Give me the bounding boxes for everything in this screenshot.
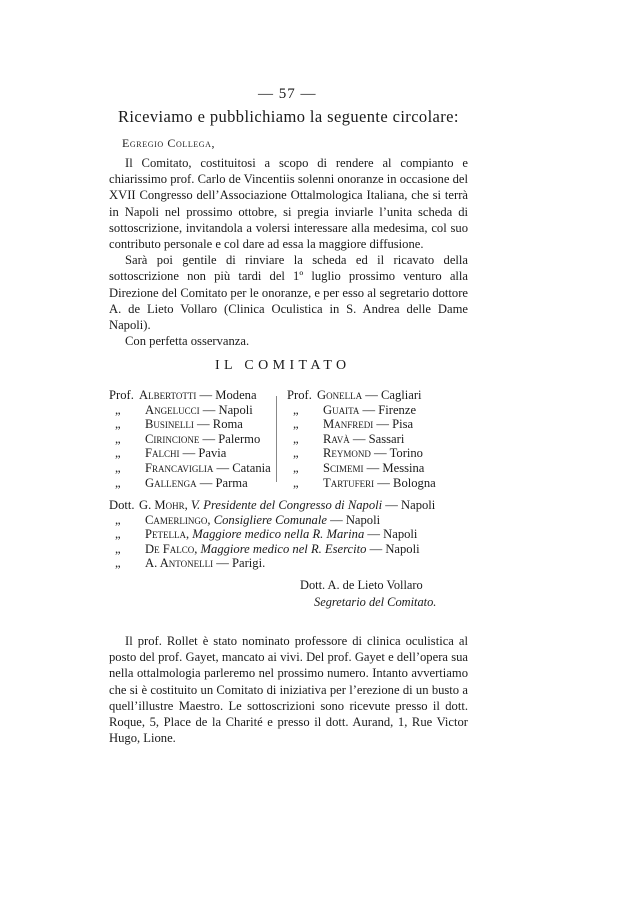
- member-city: Messina: [382, 460, 425, 475]
- doctors-list: [109, 498, 435, 571]
- committee-member-row: Prof. Albertotti — Modena: [109, 388, 257, 402]
- committee-member-row: „ Manfredi — Pisa: [287, 417, 436, 432]
- member-role: Maggiore medico nella R. Marina: [192, 527, 365, 542]
- list-prefix: „: [293, 431, 299, 446]
- member-city: Firenze: [378, 402, 417, 417]
- committee-member-row: „ Falchi — Pavia: [109, 446, 271, 461]
- circular-paragraph-1: Il Comitato, costituitosi a scopo di rendere al compianto e chiarissimo prof. Carlo de Vincentiis solenni onoranze in occasione del XVII Congresso dell’Associazione Ottalmologica Italiana, che si terrà in Napoli nel prossimo ottobre, si pregia inviarle l’unita scheda di sottoscrizione, invitandola a volersi interessare alla medesima, col suo contributo personale e col dare ad essa la maggiore diffusione.: [109, 156, 468, 252]
- circular-paragraph-2: Sarà poi gentile di rinviare la scheda ed il ricavato della sottoscrizione non più tardi del 1º luglio prossimo venturo alla Direzione del Comitato per le onoranze, e per esso al segretario dottore A. de Lieto Vollaro (Clinica Oculistica in S. Andrea delle Dame Napoli).: [109, 253, 468, 333]
- committee-member-row: „ Cirincione — Palermo: [109, 432, 271, 447]
- member-city: Palermo: [218, 431, 261, 446]
- member-name: Francaviglia: [145, 460, 214, 475]
- committee-member-row: „ Ravà — Sassari: [287, 432, 436, 447]
- signature-name: [300, 578, 423, 593]
- list-prefix: „: [115, 541, 121, 556]
- circular-paragraph-3: Con perfetta osservanza.: [125, 334, 250, 349]
- list-prefix: „: [115, 527, 121, 542]
- committee-right-column: [287, 388, 436, 490]
- member-name: Angelucci: [145, 402, 200, 417]
- committee-member-row: „ Gallenga — Parma: [109, 476, 271, 491]
- member-name: Scimemi: [323, 460, 364, 475]
- member-name: Guaita: [323, 402, 360, 417]
- member-role: Consigliere Comunale: [213, 512, 327, 527]
- member-city: Napoli: [385, 541, 420, 556]
- list-prefix: „: [115, 460, 121, 475]
- member-name: Camerlingo: [145, 512, 208, 527]
- committee-member-row: „ Reymond — Torino: [287, 446, 436, 461]
- list-prefix: „: [293, 460, 299, 475]
- page-number: — 57 —: [258, 86, 317, 102]
- doctor-row: „ De Falco, Maggiore medico nel R. Esercito — Napoli: [109, 542, 435, 557]
- list-prefix: „: [293, 402, 299, 417]
- committee-title: IL COMITATO: [215, 358, 351, 373]
- signature-name-text: Dott. A. de Lieto Vollaro: [300, 578, 423, 592]
- member-city: Napoli: [401, 498, 436, 512]
- list-prefix: Prof.: [287, 388, 312, 402]
- list-prefix: „: [115, 475, 121, 490]
- column-divider: [276, 396, 277, 482]
- member-name: G. Mohr: [139, 498, 185, 512]
- list-prefix: „: [293, 417, 299, 432]
- list-prefix: „: [115, 446, 121, 461]
- committee-member-row: „ Angelucci — Napoli: [109, 403, 271, 418]
- member-city: Modena: [215, 388, 257, 402]
- committee-member-row: „ Businelli — Roma: [109, 417, 271, 432]
- list-prefix: „: [115, 556, 121, 571]
- member-city: Napoli: [218, 402, 253, 417]
- member-name: Petella: [145, 527, 186, 542]
- circular-body: [109, 155, 468, 349]
- member-name: Businelli: [145, 417, 194, 432]
- list-prefix: Prof.: [109, 388, 134, 402]
- doctor-row: Dott. G. Mohr, V. Presidente del Congresso di Napoli — Napoli: [109, 498, 436, 512]
- member-role: Maggiore medico nel R. Esercito: [200, 541, 367, 556]
- member-name: Gallenga: [145, 475, 197, 490]
- list-prefix: „: [293, 446, 299, 461]
- member-city: Torino: [389, 446, 423, 461]
- member-city: Pisa: [392, 417, 414, 432]
- committee-member-row: Prof. Gonella — Cagliari: [287, 388, 422, 402]
- member-name: Reymond: [323, 446, 371, 461]
- member-city: Parma: [215, 475, 248, 490]
- member-name: A. Antonelli: [145, 556, 214, 571]
- member-name: Ravà: [323, 431, 350, 446]
- list-prefix: „: [293, 475, 299, 490]
- list-prefix: „: [115, 402, 121, 417]
- doctor-row: „ Petella, Maggiore medico nella R. Marina — Napoli: [109, 527, 435, 542]
- signature-title: Segretario del Comitato.: [314, 595, 437, 609]
- member-city: Napoli: [383, 527, 418, 542]
- member-name: Cirincione: [145, 431, 200, 446]
- committee-member-row: „ Scimemi — Messina: [287, 461, 436, 476]
- member-name: De Falco: [145, 541, 195, 556]
- member-city: Roma: [212, 417, 243, 432]
- member-name: Albertotti: [139, 388, 197, 402]
- member-role: V. Presidente del Congresso di Napoli: [190, 498, 383, 512]
- list-prefix: „: [115, 417, 121, 432]
- member-city: Parigi.: [232, 556, 266, 571]
- member-city: Catania: [232, 460, 271, 475]
- committee-member-row: „ Tartuferi — Bologna: [287, 476, 436, 491]
- list-prefix: „: [115, 512, 121, 527]
- member-name: Falchi: [145, 446, 180, 461]
- doctor-row: „ A. Antonelli — Parigi.: [109, 556, 435, 571]
- member-name: Tartuferi: [323, 475, 375, 490]
- member-name: Manfredi: [323, 417, 374, 432]
- lead-sentence: Riceviamo e pubblichiamo la seguente circolare:: [118, 107, 459, 126]
- committee-member-row: „ Guaita — Firenze: [287, 403, 436, 418]
- notice-paragraph: Il prof. Rollet è stato nominato professore di clinica oculistica al posto del prof. Gayet, mancato ai vivi. Del prof. Gayet e dell’opera sua nella ottalmologia parleremo nel prossimo numero. Intanto avvertiamo che si è costituito un Comitato di iniziativa per l’erezione di un busto a quell’illustre Maestro. Le sottoscrizioni sono ricevute presso il dott. Roque, 5, Place de la Charité e presso il dott. Aurand, 1, Rue Victor Hugo, Lione.: [109, 634, 468, 746]
- member-city: Napoli: [345, 512, 381, 527]
- list-prefix: „: [115, 431, 121, 446]
- member-city: Pavia: [198, 446, 227, 461]
- member-city: Cagliari: [380, 388, 422, 402]
- member-city: Sassari: [368, 431, 405, 446]
- list-prefix: Dott.: [109, 498, 135, 512]
- committee-member-row: „ Francaviglia — Catania: [109, 461, 271, 476]
- committee-left-column: [109, 388, 271, 490]
- member-city: Bologna: [393, 475, 436, 490]
- member-name: Gonella: [317, 388, 363, 402]
- salutation: Egregio Collega,: [122, 136, 216, 150]
- doctor-row: „ Camerlingo, Consigliere Comunale — Napoli: [109, 513, 435, 528]
